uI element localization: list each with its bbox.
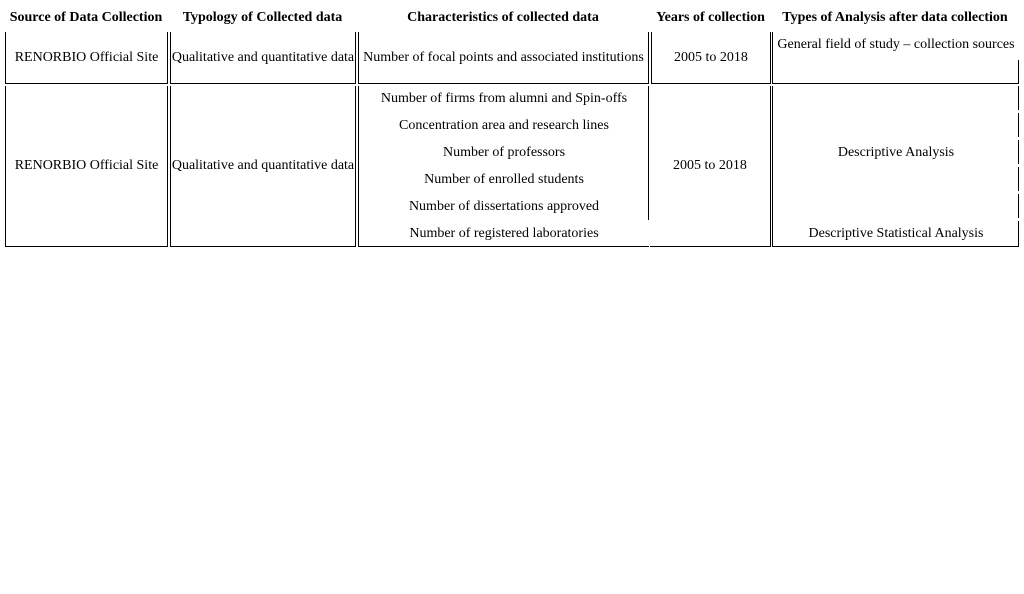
row2-typology: Qualitative and quantitative data	[171, 158, 355, 173]
row2-characteristic-1: Number of firms from alumni and Spin-offs	[380, 91, 628, 106]
row1-source: RENORBIO Official Site	[14, 50, 159, 65]
header-characteristics: Characteristics of collected data	[407, 10, 599, 25]
row2-analysis-cell	[772, 86, 1019, 247]
row1-typology: Qualitative and quantitative data	[171, 50, 355, 65]
row2-source: RENORBIO Official Site	[14, 158, 159, 173]
header-analysis: Types of Analysis after data collection	[782, 10, 1008, 25]
row2-analysis-border-right-2	[1018, 113, 1019, 137]
row2-years-cell	[650, 86, 771, 247]
row1-analysis: General field of study – collection sources	[777, 37, 1015, 52]
row1-characteristics-cell	[358, 32, 649, 84]
row1-characteristic: Number of focal points and associated institutions	[363, 50, 644, 65]
header-years: Years of collection	[656, 10, 765, 25]
row1-analysis-border-right	[1018, 60, 1019, 84]
row2-analysis-border-right-5	[1018, 194, 1019, 218]
row2-characteristics-border-right	[648, 86, 649, 220]
row2-analysis-border-right-1	[1018, 86, 1019, 110]
row2-analysis-border-right-6	[1018, 221, 1019, 247]
row1-source-cell	[5, 32, 168, 84]
row2-analysis-border-right-3	[1018, 140, 1019, 164]
row2-source-cell	[5, 86, 168, 247]
row2-analysis: Descriptive Analysis	[837, 145, 955, 160]
row2-years: 2005 to 2018	[673, 158, 747, 173]
row2-analysis-border-right-4	[1018, 167, 1019, 191]
row1-analysis-cell	[772, 32, 1019, 84]
header-typology: Typology of Collected data	[182, 10, 343, 25]
row2-characteristic-5: Number of dissertations approved	[408, 199, 600, 214]
row1-typology-cell	[170, 32, 356, 84]
row1-years-cell	[651, 32, 771, 84]
row2-characteristics-cell	[358, 86, 649, 247]
header-source: Source of Data Collection	[9, 10, 163, 25]
row2-characteristic-6: Number of registered laboratories	[409, 226, 599, 241]
row2-typology-cell	[170, 86, 356, 247]
row2-characteristic-3: Number of professors	[442, 145, 566, 160]
row2-analysis-last: Descriptive Statistical Analysis	[808, 226, 984, 241]
row2-characteristic-4: Number of enrolled students	[424, 172, 584, 187]
row2-characteristic-2: Concentration area and research lines	[399, 118, 609, 133]
row1-years: 2005 to 2018	[674, 50, 748, 65]
